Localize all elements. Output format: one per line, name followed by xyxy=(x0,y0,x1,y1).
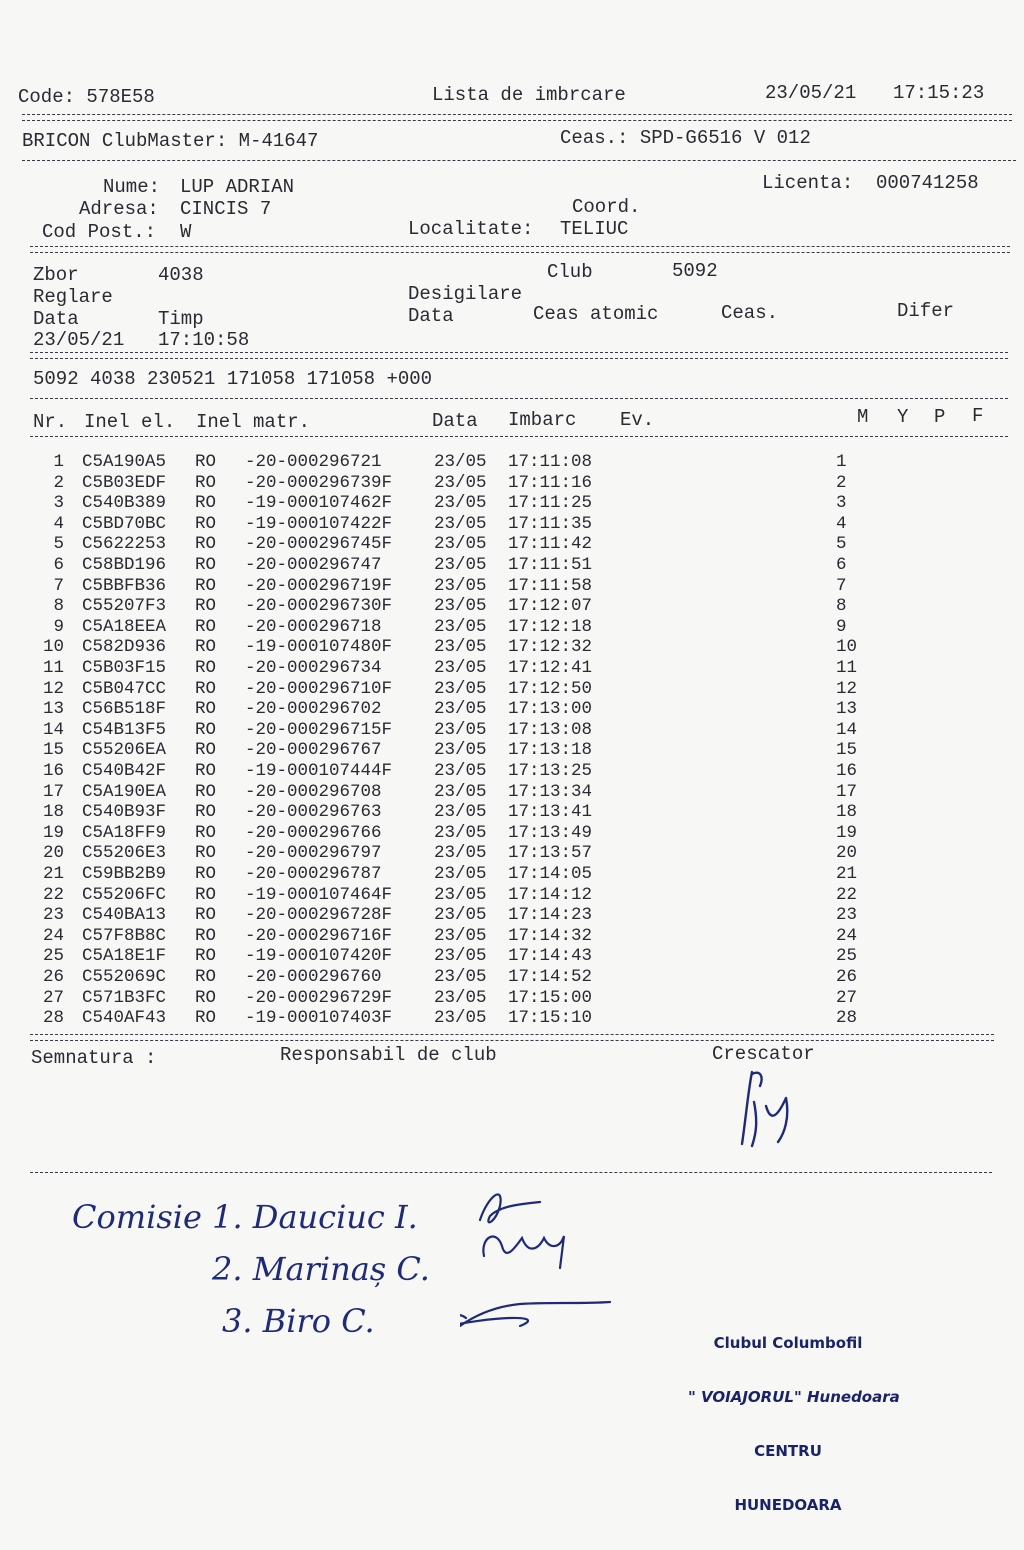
row-country: RO xyxy=(195,802,217,823)
divider xyxy=(30,1172,992,1173)
row-inel-matr: -19-000107462F xyxy=(245,493,393,514)
table-row xyxy=(0,596,1024,616)
row-nr: 28 xyxy=(42,1008,64,1029)
table-row xyxy=(0,534,1024,554)
row-inel-matr: -20-000296767 xyxy=(245,740,382,761)
col-data: Data xyxy=(432,410,478,432)
row-nr: 14 xyxy=(42,719,64,740)
row-inel-matr: -20-000296734 xyxy=(245,658,382,678)
row-nr: 25 xyxy=(42,946,64,967)
row-inel-matr: -20-000296721 xyxy=(245,452,382,472)
row-m: 22 xyxy=(836,884,858,905)
row-nr: 11 xyxy=(42,658,64,678)
row-inel-el: C58BD196 xyxy=(82,555,167,575)
row-inel-matr: -20-000296729F xyxy=(245,987,393,1008)
row-date: 23/05 xyxy=(434,719,487,740)
clock-text: Ceas.: SPD-G6516 V 012 xyxy=(560,127,811,149)
divider xyxy=(22,160,1016,161)
row-m: 18 xyxy=(836,802,858,823)
stamp-line-3: CENTRU xyxy=(754,1442,822,1460)
row-date: 23/05 xyxy=(434,925,487,946)
row-imbarc-time: 17:14:05 xyxy=(508,864,593,884)
col-m: M xyxy=(857,406,869,428)
row-imbarc-time: 17:13:49 xyxy=(508,822,593,843)
col-ev: Ev. xyxy=(620,409,655,431)
row-m: 2 xyxy=(836,472,847,493)
row-imbarc-time: 17:12:41 xyxy=(508,658,593,678)
table-row xyxy=(0,740,1024,760)
divider xyxy=(22,120,1012,121)
row-imbarc-time: 17:13:34 xyxy=(508,781,593,802)
row-inel-matr: -20-000296719F xyxy=(245,575,393,596)
row-inel-el: C540BA13 xyxy=(82,905,167,926)
postcode-label: Cod Post.: xyxy=(42,221,157,243)
row-imbarc-time: 17:14:52 xyxy=(508,967,593,987)
table-row xyxy=(0,864,1024,884)
data2-label: Data xyxy=(408,305,454,327)
document-title: Lista de imbrcare xyxy=(432,84,626,106)
license-number: 000741258 xyxy=(876,172,979,194)
desigilare-label: Desigilare xyxy=(408,283,523,305)
table-row xyxy=(0,946,1024,966)
club-stamp xyxy=(688,1298,900,1550)
row-m: 3 xyxy=(836,493,847,514)
row-country: RO xyxy=(195,637,217,658)
row-country: RO xyxy=(195,596,217,617)
commission-line-3: 3. Biro C. xyxy=(222,1302,375,1340)
row-m: 15 xyxy=(836,740,858,761)
row-inel-el: C5A190EA xyxy=(82,781,167,802)
row-nr: 5 xyxy=(53,534,64,555)
row-imbarc-time: 17:13:41 xyxy=(508,802,593,823)
row-imbarc-time: 17:11:35 xyxy=(508,513,593,534)
row-inel-el: C55206E3 xyxy=(82,843,167,864)
row-country: RO xyxy=(195,864,217,884)
row-country: RO xyxy=(195,781,217,802)
reglare-label: Reglare xyxy=(33,286,113,308)
row-inel-el: C5BBFB36 xyxy=(82,575,167,596)
row-country: RO xyxy=(195,761,217,781)
row-country: RO xyxy=(195,987,217,1008)
row-inel-matr: -20-000296763 xyxy=(245,802,382,823)
row-inel-matr: -20-000296716F xyxy=(245,925,393,946)
row-nr: 1 xyxy=(53,452,64,472)
row-date: 23/05 xyxy=(434,534,487,555)
row-imbarc-time: 17:11:58 xyxy=(508,575,593,596)
table-row xyxy=(0,720,1024,740)
row-country: RO xyxy=(195,472,217,493)
row-inel-el: C55207F3 xyxy=(82,596,167,617)
divider xyxy=(30,398,1008,399)
row-imbarc-time: 17:11:25 xyxy=(508,493,593,514)
row-m: 1 xyxy=(836,452,847,472)
row-inel-matr: -19-000107444F xyxy=(245,761,393,781)
coord-label: Coord. xyxy=(572,196,641,218)
club-label: Club xyxy=(547,261,593,283)
row-imbarc-time: 17:13:25 xyxy=(508,761,593,781)
row-inel-el: C571B3FC xyxy=(82,987,167,1008)
table-row xyxy=(0,699,1024,719)
row-inel-el: C5A18FF9 xyxy=(82,822,167,843)
row-nr: 22 xyxy=(42,884,64,905)
row-date: 23/05 xyxy=(434,575,487,596)
row-imbarc-time: 17:11:16 xyxy=(508,472,593,493)
row-inel-el: C54B13F5 xyxy=(82,719,167,740)
divider xyxy=(30,1040,994,1041)
row-date: 23/05 xyxy=(434,987,487,1008)
zbor-value: 4038 xyxy=(158,264,204,286)
row-date: 23/05 xyxy=(434,864,487,884)
row-country: RO xyxy=(195,616,217,637)
row-m: 5 xyxy=(836,534,847,555)
row-inel-matr: -20-000296747 xyxy=(245,555,382,575)
table-row xyxy=(0,555,1024,575)
row-m: 20 xyxy=(836,843,858,864)
crescator-label: Crescator xyxy=(712,1043,815,1065)
row-date: 23/05 xyxy=(434,781,487,802)
row-inel-matr: -20-000296702 xyxy=(245,699,382,720)
row-imbarc-time: 17:13:08 xyxy=(508,719,593,740)
row-date: 23/05 xyxy=(434,452,487,472)
row-imbarc-time: 17:11:42 xyxy=(508,534,593,555)
table-row xyxy=(0,679,1024,699)
row-nr: 16 xyxy=(42,761,64,781)
row-m: 6 xyxy=(836,555,847,575)
locality-label: Localitate: xyxy=(408,218,534,240)
row-nr: 8 xyxy=(53,596,64,617)
row-inel-el: C552069C xyxy=(82,967,167,987)
row-inel-matr: -20-000296766 xyxy=(245,822,382,843)
row-country: RO xyxy=(195,699,217,720)
row-country: RO xyxy=(195,534,217,555)
locality-value: TELIUC xyxy=(560,218,629,240)
row-country: RO xyxy=(195,452,217,472)
row-inel-matr: -20-000296708 xyxy=(245,781,382,802)
ceas-atomic-label: Ceas atomic xyxy=(533,303,659,325)
row-inel-el: C540AF43 xyxy=(82,1008,167,1029)
row-date: 23/05 xyxy=(434,946,487,967)
table-row xyxy=(0,905,1024,925)
table-row xyxy=(0,988,1024,1008)
row-nr: 15 xyxy=(42,740,64,761)
row-imbarc-time: 17:14:43 xyxy=(508,946,593,967)
row-m: 4 xyxy=(836,513,847,534)
divider xyxy=(30,1034,994,1035)
row-inel-matr: -20-000296730F xyxy=(245,596,393,617)
row-imbarc-time: 17:13:00 xyxy=(508,699,593,720)
row-imbarc-time: 17:14:23 xyxy=(508,905,593,926)
row-date: 23/05 xyxy=(434,905,487,926)
row-inel-el: C5B03F15 xyxy=(82,658,167,678)
row-inel-el: C5A190A5 xyxy=(82,452,167,472)
stamp-line-2: " VOIAJORUL" Hunedoara xyxy=(688,1388,900,1406)
row-date: 23/05 xyxy=(434,1008,487,1029)
row-inel-matr: -20-000296745F xyxy=(245,534,393,555)
row-inel-el: C5A18E1F xyxy=(82,946,167,967)
row-inel-matr: -19-000107420F xyxy=(245,946,393,967)
row-inel-matr: -20-000296739F xyxy=(245,472,393,493)
commission-signatures xyxy=(460,1176,620,1336)
row-inel-matr: -20-000296710F xyxy=(245,678,393,699)
row-m: 10 xyxy=(836,637,858,658)
row-inel-matr: -19-000107403F xyxy=(245,1008,393,1029)
col-p: P xyxy=(934,406,946,428)
header-time: 17:15:23 xyxy=(893,82,985,104)
table-row xyxy=(0,576,1024,596)
divider xyxy=(30,352,1008,353)
reglare-date: 23/05/21 xyxy=(33,329,125,351)
row-inel-matr: -20-000296797 xyxy=(245,843,382,864)
table-row xyxy=(0,658,1024,678)
row-imbarc-time: 17:13:18 xyxy=(508,740,593,761)
row-m: 13 xyxy=(836,699,858,720)
row-inel-el: C5BD70BC xyxy=(82,513,167,534)
row-country: RO xyxy=(195,967,217,987)
table-row xyxy=(0,1008,1024,1028)
row-inel-matr: -20-000296728F xyxy=(245,905,393,926)
col-imbarc: Imbarc xyxy=(508,409,577,431)
breeder-signature xyxy=(730,1062,810,1152)
data-label: Data xyxy=(33,308,79,330)
commission-line-2: 2. Marinaș C. xyxy=(212,1250,430,1288)
row-m: 14 xyxy=(836,719,858,740)
commission-line-1: Comisie 1. Dauciuc I. xyxy=(72,1198,418,1236)
table-row xyxy=(0,452,1024,472)
row-country: RO xyxy=(195,822,217,843)
reglare-time: 17:10:58 xyxy=(158,329,250,351)
row-country: RO xyxy=(195,493,217,514)
semnatura-label: Semnatura : xyxy=(31,1047,157,1069)
table-row xyxy=(0,782,1024,802)
row-m: 25 xyxy=(836,946,858,967)
col-f: F xyxy=(972,405,984,427)
row-country: RO xyxy=(195,925,217,946)
row-date: 23/05 xyxy=(434,740,487,761)
postcode-value: W xyxy=(180,221,192,243)
row-inel-matr: -19-000107422F xyxy=(245,513,393,534)
row-imbarc-time: 17:11:08 xyxy=(508,452,593,472)
stamp-line-4: HUNEDOARA xyxy=(734,1496,842,1514)
row-inel-el: C55206EA xyxy=(82,740,167,761)
row-m: 8 xyxy=(836,596,847,617)
row-inel-el: C540B389 xyxy=(82,493,167,514)
row-imbarc-time: 17:12:18 xyxy=(508,616,593,637)
address-label: Adresa: xyxy=(79,198,159,220)
row-m: 9 xyxy=(836,616,847,637)
col-inel-matr: Inel matr. xyxy=(196,411,311,433)
row-inel-el: C56B518F xyxy=(82,699,167,720)
row-country: RO xyxy=(195,513,217,534)
row-nr: 2 xyxy=(53,472,64,493)
row-nr: 20 xyxy=(42,843,64,864)
row-inel-el: C5A18EEA xyxy=(82,616,167,637)
row-inel-matr: -20-000296787 xyxy=(245,864,382,884)
row-date: 23/05 xyxy=(434,884,487,905)
row-inel-matr: -19-000107464F xyxy=(245,884,393,905)
row-imbarc-time: 17:12:50 xyxy=(508,678,593,699)
row-country: RO xyxy=(195,740,217,761)
row-date: 23/05 xyxy=(434,843,487,864)
table-row xyxy=(0,823,1024,843)
table-row xyxy=(0,617,1024,637)
row-inel-matr: -20-000296715F xyxy=(245,719,393,740)
row-date: 23/05 xyxy=(434,967,487,987)
row-date: 23/05 xyxy=(434,822,487,843)
row-date: 23/05 xyxy=(434,658,487,678)
row-country: RO xyxy=(195,575,217,596)
row-nr: 19 xyxy=(42,822,64,843)
row-nr: 27 xyxy=(42,987,64,1008)
row-m: 23 xyxy=(836,905,858,926)
row-nr: 26 xyxy=(42,967,64,987)
row-imbarc-time: 17:12:32 xyxy=(508,637,593,658)
row-country: RO xyxy=(195,678,217,699)
table-row xyxy=(0,637,1024,657)
row-date: 23/05 xyxy=(434,678,487,699)
col-nr: Nr. xyxy=(33,411,68,433)
row-nr: 9 xyxy=(53,616,64,637)
row-m: 24 xyxy=(836,925,858,946)
row-country: RO xyxy=(195,905,217,926)
row-nr: 24 xyxy=(42,925,64,946)
zbor-label: Zbor xyxy=(33,264,79,286)
row-inel-matr: -20-000296760 xyxy=(245,967,382,987)
table-row xyxy=(0,967,1024,987)
table-row xyxy=(0,493,1024,513)
row-date: 23/05 xyxy=(434,761,487,781)
row-m: 28 xyxy=(836,1008,858,1029)
owner-name: LUP ADRIAN xyxy=(180,176,295,198)
row-m: 12 xyxy=(836,678,858,699)
divider xyxy=(30,436,1008,437)
table-row xyxy=(0,802,1024,822)
row-country: RO xyxy=(195,884,217,905)
row-imbarc-time: 17:11:51 xyxy=(508,555,593,575)
row-m: 17 xyxy=(836,781,858,802)
row-imbarc-time: 17:14:12 xyxy=(508,884,593,905)
row-m: 26 xyxy=(836,967,858,987)
row-imbarc-time: 17:14:32 xyxy=(508,925,593,946)
timp-label: Timp xyxy=(158,308,204,330)
row-country: RO xyxy=(195,555,217,575)
difer-label: Difer xyxy=(897,300,955,322)
row-inel-el: C540B93F xyxy=(82,802,167,823)
row-country: RO xyxy=(195,843,217,864)
row-imbarc-time: 17:13:57 xyxy=(508,843,593,864)
row-nr: 18 xyxy=(42,802,64,823)
row-inel-el: C55206FC xyxy=(82,884,167,905)
row-nr: 13 xyxy=(42,699,64,720)
row-nr: 23 xyxy=(42,905,64,926)
row-m: 16 xyxy=(836,761,858,781)
row-nr: 4 xyxy=(53,513,64,534)
divider xyxy=(30,246,1010,247)
code-line: 5092 4038 230521 171058 171058 +000 xyxy=(33,368,433,390)
ceas-label: Ceas. xyxy=(721,302,779,324)
row-date: 23/05 xyxy=(434,637,487,658)
divider xyxy=(30,252,1010,253)
table-row xyxy=(0,885,1024,905)
row-inel-el: C5622253 xyxy=(82,534,167,555)
row-nr: 3 xyxy=(53,493,64,514)
name-label: Nume: xyxy=(103,176,161,198)
row-m: 11 xyxy=(836,658,858,678)
row-m: 21 xyxy=(836,864,858,884)
row-nr: 17 xyxy=(42,781,64,802)
row-country: RO xyxy=(195,658,217,678)
row-date: 23/05 xyxy=(434,699,487,720)
row-date: 23/05 xyxy=(434,802,487,823)
owner-address: CINCIS 7 xyxy=(180,198,272,220)
row-date: 23/05 xyxy=(434,555,487,575)
row-m: 27 xyxy=(836,987,858,1008)
row-inel-el: C59BB2B9 xyxy=(82,864,167,884)
table-row xyxy=(0,761,1024,781)
row-m: 19 xyxy=(836,822,858,843)
table-row xyxy=(0,514,1024,534)
row-nr: 10 xyxy=(42,637,64,658)
row-nr: 6 xyxy=(53,555,64,575)
row-imbarc-time: 17:15:10 xyxy=(508,1008,593,1029)
row-imbarc-time: 17:12:07 xyxy=(508,596,593,617)
row-date: 23/05 xyxy=(434,472,487,493)
row-date: 23/05 xyxy=(434,596,487,617)
row-inel-matr: -19-000107480F xyxy=(245,637,393,658)
row-nr: 7 xyxy=(53,575,64,596)
clubmaster-text: BRICON ClubMaster: M-41647 xyxy=(22,130,319,152)
header-date: 23/05/21 xyxy=(765,82,857,104)
row-inel-el: C582D936 xyxy=(82,637,167,658)
row-imbarc-time: 17:15:00 xyxy=(508,987,593,1008)
code-text: Code: 578E58 xyxy=(18,86,155,108)
row-nr: 12 xyxy=(42,678,64,699)
row-inel-el: C57F8B8C xyxy=(82,925,167,946)
license-label: Licenta: xyxy=(762,172,854,194)
stamp-line-1: Clubul Columbofil xyxy=(713,1334,863,1352)
table-row xyxy=(0,926,1024,946)
col-y: Y xyxy=(897,406,909,428)
row-country: RO xyxy=(195,719,217,740)
table-row xyxy=(0,473,1024,493)
responsabil-label: Responsabil de club xyxy=(280,1044,497,1066)
divider xyxy=(30,358,1008,359)
col-inel-el: Inel el. xyxy=(84,411,176,433)
row-nr: 21 xyxy=(42,864,64,884)
row-date: 23/05 xyxy=(434,513,487,534)
club-value: 5092 xyxy=(672,260,718,282)
divider xyxy=(22,114,1012,115)
table-row xyxy=(0,843,1024,863)
row-inel-matr: -20-000296718 xyxy=(245,616,382,637)
row-inel-el: C540B42F xyxy=(82,761,167,781)
row-date: 23/05 xyxy=(434,493,487,514)
row-inel-el: C5B03EDF xyxy=(82,472,167,493)
row-m: 7 xyxy=(836,575,847,596)
row-country: RO xyxy=(195,1008,217,1029)
row-country: RO xyxy=(195,946,217,967)
row-inel-el: C5B047CC xyxy=(82,678,167,699)
row-date: 23/05 xyxy=(434,616,487,637)
